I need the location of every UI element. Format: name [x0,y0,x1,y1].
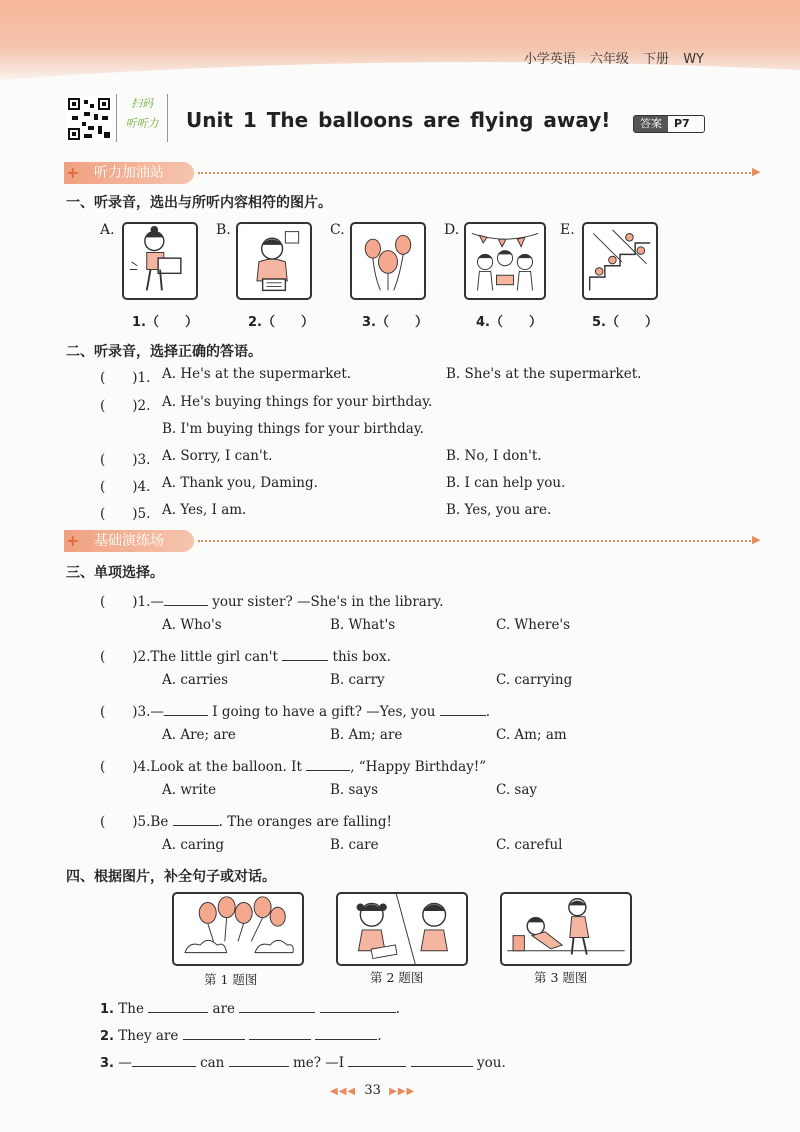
answer-slot-5[interactable]: 5.（ ） [592,315,658,330]
arrow-right-icon: ▶ [752,533,761,546]
q2-item-3-option-a: A. Sorry, I can't. [162,448,273,464]
q3-item-2-number[interactable]: ( )2. [100,649,151,665]
q2-item-3-option-b: B. No, I don't. [446,448,542,464]
picture-boy-on-phone[interactable] [236,222,312,300]
q2-item-3-number[interactable]: ( )3. [100,452,151,468]
header-edition: WY [683,52,704,67]
scan-label: 扫码 听听力 [116,94,168,142]
picture-balloons[interactable] [350,222,426,300]
picture-birthday-party[interactable] [464,222,546,300]
q3-item-5-option-b: B. care [330,837,379,853]
answer-slot-1[interactable]: 1.（ ） [132,315,198,330]
arrow-right-icon: ▶ [752,165,761,178]
q3-item-1-option-a: A. Who's [162,617,222,633]
q3-item-4: ( )4.Look at the balloon. It , “Happy Birthday!” [100,759,487,775]
option-letter-d: D. [444,222,460,238]
q3-item-5-option-c: C. careful [496,837,563,853]
fill-blank[interactable] [320,1012,396,1013]
fill-blank[interactable] [229,1066,289,1067]
q3-item-1-option-c: C. Where's [496,617,571,633]
q2-item-1-option-a: A. He's at the supermarket. [162,366,352,382]
q2-item-5-number[interactable]: ( )5. [100,506,151,522]
page-number: 33 [364,1083,381,1098]
plus-icon: + [66,163,80,182]
picture-caption-1: 第 1 题图 [204,972,258,987]
header-term: 下册 [643,52,670,67]
q3-item-3-option-a: A. Are; are [162,727,236,743]
answer-slot-4[interactable]: 4.（ ） [476,315,542,330]
fill-blank[interactable] [411,1066,473,1067]
header-info [524,48,704,67]
q3-item-2-option-c: C. carrying [496,672,573,688]
option-letter-b: B. [216,222,231,238]
fill-blank[interactable] [164,715,208,716]
fill-blank[interactable] [306,770,350,771]
answer-reference[interactable]: 答案 P7 [633,115,705,133]
triangle-left-icon: ◀◀◀ [330,1086,357,1097]
header-subject: 小学英语 [523,52,576,67]
q3-item-3-option-c: C. Am; am [496,727,567,743]
q3-item-2: ( )2.The little girl can't this box. [100,649,391,665]
qr-code-icon[interactable] [66,96,112,142]
q3-item-1-number[interactable]: ( )1. [100,594,151,610]
q3-item-2-option-b: B. carry [330,672,385,688]
fill-blank[interactable] [173,825,219,826]
q2-heading: 二、听录音，选择正确的答语。 [66,344,262,360]
q2-item-1-option-b: B. She's at the supermarket. [446,366,642,382]
q4-line-1: 1. The are . [100,1001,400,1017]
q3-item-3-option-b: B. Am; are [330,727,403,743]
fill-blank[interactable] [348,1066,406,1067]
q4-heading: 四、根据图片，补全句子或对话。 [66,869,276,885]
answer-slot-2[interactable]: 2.（ ） [248,315,314,330]
q3-item-3: ( )3.— I going to have a gift? —Yes, you . [100,704,491,720]
fill-blank[interactable] [315,1039,377,1040]
fill-blank[interactable] [440,715,486,716]
q4-line-3: 3. — can me? —I you. [100,1055,506,1071]
option-letter-a: A. [100,222,115,238]
section-banner-basics: 基础演练场 + ▶ [66,531,761,550]
q2-item-5-option-a: A. Yes, I am. [162,502,247,518]
section-banner-listening: 听力加油站 + ▶ [66,163,761,182]
q3-item-5: ( )5.Be . The oranges are falling! [100,814,392,830]
q1-heading: 一、听录音，选出与所听内容相符的图片。 [66,195,332,211]
q3-item-4-option-c: C. say [496,782,538,798]
q3-item-5-number[interactable]: ( )5. [100,814,151,830]
option-letter-c: C. [330,222,345,238]
fill-blank[interactable] [132,1066,196,1067]
q2-item-4-number[interactable]: ( )4. [100,479,151,495]
q3-item-3-number[interactable]: ( )3. [100,704,151,720]
picture-oranges-on-stairs[interactable] [582,222,658,300]
fill-blank[interactable] [249,1039,311,1040]
q2-item-5-option-b: B. Yes, you are. [446,502,552,518]
picture-caption-3: 第 3 题图 [534,970,588,985]
q3-item-2-option-a: A. carries [162,672,229,688]
q4-line-2: 2. They are . [100,1028,382,1044]
q2-item-1-number[interactable]: ( )1. [100,370,151,386]
fill-blank[interactable] [239,1012,315,1013]
picture-girl-carrying-box[interactable] [122,222,198,300]
fill-blank[interactable] [183,1039,245,1040]
q3-item-1: ( )1.— your sister? —She's in the library. [100,594,444,610]
option-letter-e: E. [560,222,575,238]
fill-blank[interactable] [164,605,208,606]
q2-item-4-option-a: A. Thank you, Daming. [162,475,318,491]
page-footer [330,1083,415,1098]
q2-item-2-option-a: A. He's buying things for your birthday. [162,394,433,410]
picture-balloons-flying[interactable] [172,892,304,966]
picture-caption-2: 第 2 题图 [370,970,424,985]
q3-heading: 三、单项选择。 [66,565,164,581]
answer-slot-3[interactable]: 3.（ ） [362,315,428,330]
q3-item-1-option-b: B. What's [330,617,396,633]
q3-item-4-number[interactable]: ( )4. [100,759,151,775]
fill-blank[interactable] [282,660,328,661]
picture-girl-and-boy-talking[interactable] [336,892,468,966]
plus-icon: + [66,531,80,550]
fill-blank[interactable] [148,1012,208,1013]
unit-title: Unit 1 The balloons are flying away! [186,108,611,132]
picture-girl-helping-friend[interactable] [500,892,632,966]
q2-item-2-number[interactable]: ( )2. [100,398,151,414]
q3-item-4-option-b: B. says [330,782,379,798]
q2-item-2-option-b: B. I'm buying things for your birthday. [162,421,424,437]
header-grade: 六年级 [589,52,629,67]
q2-item-4-option-b: B. I can help you. [446,475,566,491]
q3-item-5-option-a: A. caring [162,837,225,853]
q3-item-4-option-a: A. write [162,782,217,798]
triangle-right-icon: ▶▶▶ [389,1086,416,1097]
